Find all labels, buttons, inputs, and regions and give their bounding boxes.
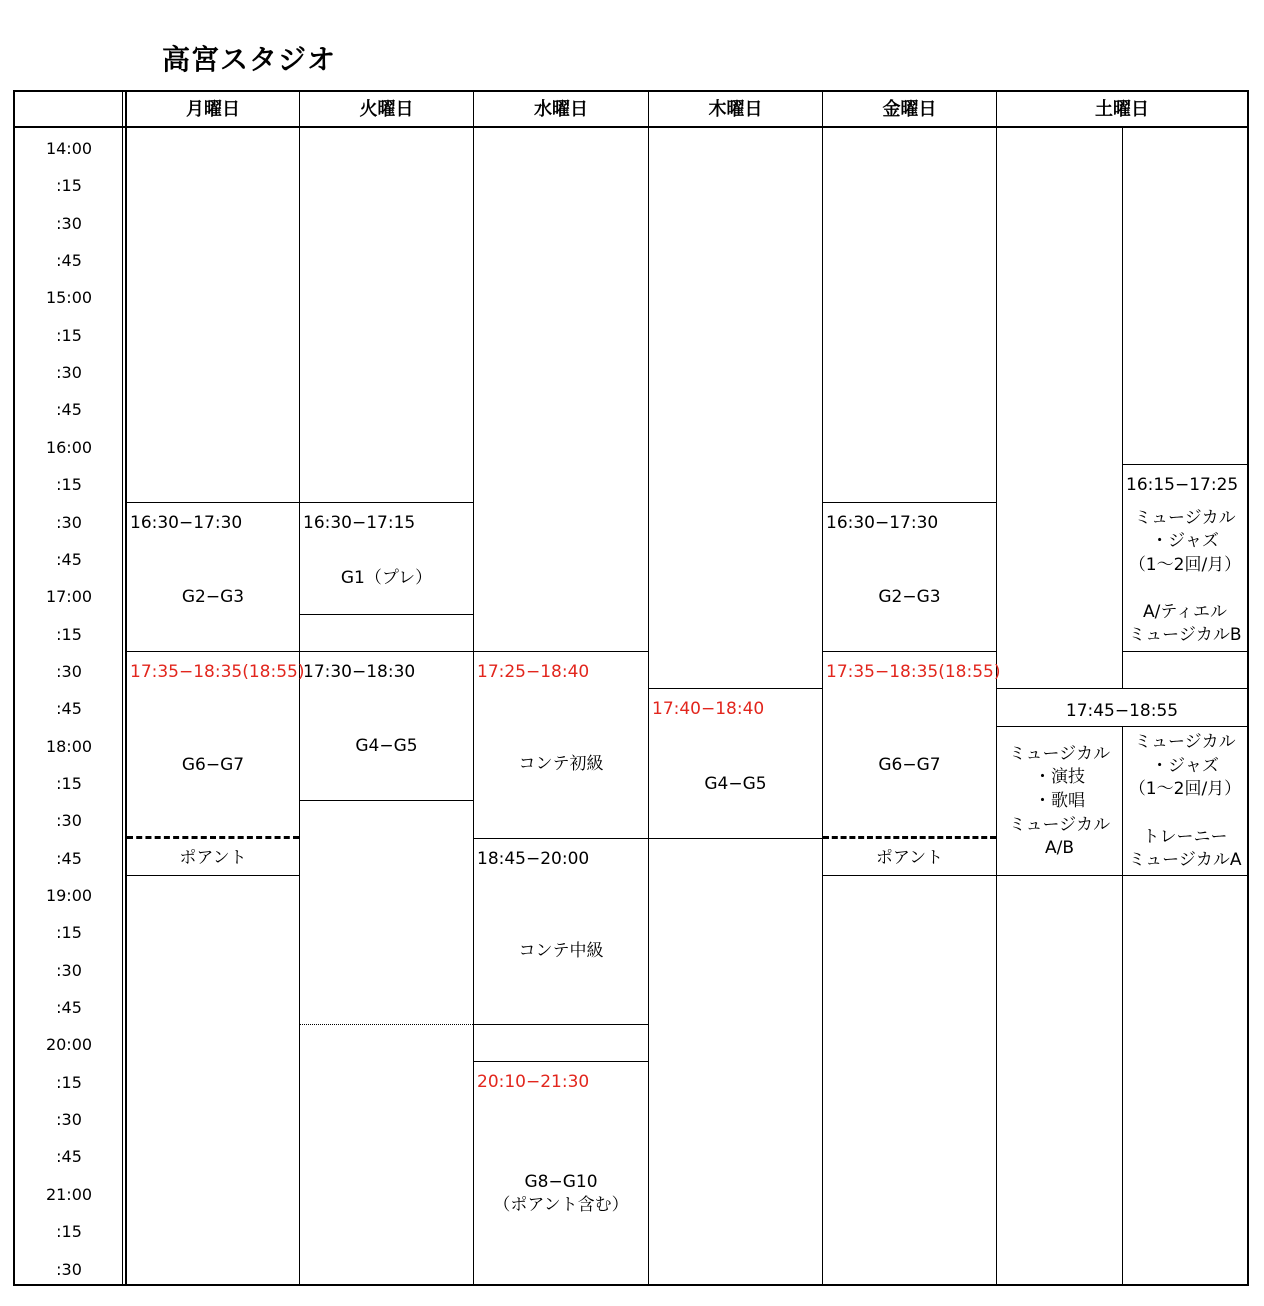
class-name: ・演技 (1034, 767, 1085, 787)
class-name: G2−G3 (181, 587, 245, 607)
class-time: 17:35−18:35(18:55) (130, 662, 305, 682)
class-block-mon-g6-g7 (127, 652, 305, 836)
class-block-tue-g1 (300, 503, 473, 614)
class-name: ミュージカル (1008, 744, 1111, 764)
time-label: 15:00 (45, 288, 93, 307)
time-label: 18:00 (45, 737, 93, 756)
class-block-mon-pointe (127, 840, 299, 875)
class-time-sat-shared (997, 689, 1247, 726)
time-label: :15 (56, 625, 82, 644)
class-level: A/ティエル (1143, 602, 1227, 622)
class-note: （1〜2回/月） (1128, 555, 1242, 575)
class-block-wed-contemporary-intermediate (474, 839, 648, 1024)
time-label: :15 (56, 1073, 82, 1092)
time-label: 20:00 (45, 1035, 93, 1054)
day-header-friday: 金曜日 (882, 99, 937, 120)
class-time: 16:30−17:30 (826, 513, 939, 533)
time-label: :15 (56, 176, 82, 195)
time-label: :30 (56, 1110, 82, 1129)
time-label: :15 (56, 774, 82, 793)
class-name: ミュージカル (1008, 815, 1111, 835)
time-label: :30 (56, 1260, 82, 1279)
time-label: :45 (56, 1147, 82, 1166)
class-level: トレーニー (1142, 827, 1228, 847)
day-header-wednesday: 水曜日 (534, 99, 588, 120)
time-label: :30 (56, 513, 82, 532)
time-label: :45 (56, 550, 82, 569)
class-note: （1〜2回/月） (1128, 779, 1242, 799)
time-label: :15 (56, 923, 82, 942)
class-block-mon-g2-g3 (127, 503, 299, 651)
time-label: :15 (56, 326, 82, 345)
class-time: 17:40−18:40 (652, 699, 765, 719)
day-header-tuesday: 火曜日 (359, 99, 414, 120)
class-name: G4−G5 (355, 736, 418, 756)
class-name: ・歌唱 (1034, 791, 1085, 811)
class-name: G8−G10 (524, 1172, 598, 1192)
time-label: :30 (56, 961, 82, 980)
class-name: G4−G5 (704, 774, 767, 794)
class-time: 16:15−17:25 (1126, 475, 1239, 495)
time-label: :45 (56, 849, 82, 868)
class-name: ・ジャズ (1151, 531, 1219, 551)
day-header-monday: 月曜日 (186, 99, 240, 120)
class-time: 17:25−18:40 (477, 662, 590, 682)
class-time: 17:35−18:35(18:55) (826, 662, 1001, 682)
class-name: コンテ中級 (518, 941, 604, 961)
time-label: :30 (56, 363, 82, 382)
time-label: :45 (56, 251, 82, 270)
class-time: 17:45−18:55 (1065, 701, 1179, 721)
class-block-wed-g8-g10 (474, 1062, 648, 1284)
time-label: :30 (56, 811, 82, 830)
time-label: 14:00 (45, 139, 93, 158)
time-label: :45 (56, 998, 82, 1017)
day-header-saturday: 土曜日 (1095, 99, 1149, 120)
time-label: 16:00 (45, 438, 93, 457)
class-time: 16:30−17:30 (130, 513, 243, 533)
class-block-tue-g4-g5 (300, 652, 473, 800)
class-block-fri-g6-g7 (823, 652, 1001, 836)
time-label: :30 (56, 214, 82, 233)
class-time: 16:30−17:15 (303, 513, 416, 533)
page-title: 高宮スタジオ (162, 43, 337, 76)
class-block-wed-contemporary-beginner (474, 652, 648, 838)
class-time: 20:10−21:30 (477, 1072, 590, 1092)
class-name: ・ジャズ (1151, 756, 1219, 776)
time-label: :30 (56, 662, 82, 681)
time-label: :15 (56, 1222, 82, 1241)
class-name: コンテ初級 (518, 754, 604, 774)
class-time: 17:30−18:30 (303, 662, 416, 682)
class-block-sat-musical-jazz-a (1123, 727, 1247, 875)
class-level: A/B (1044, 838, 1075, 858)
class-name: G2−G3 (878, 587, 941, 607)
time-label: 17:00 (45, 587, 93, 606)
class-level: ミュージカルB (1128, 625, 1242, 645)
class-name: ポアント (875, 848, 944, 868)
class-block-sat-musical-jazz-b (1123, 465, 1247, 651)
class-name: G6−G7 (878, 755, 941, 775)
class-block-sat-musical-acting (997, 727, 1122, 875)
time-label: :45 (56, 400, 82, 419)
class-block-fri-pointe (823, 840, 996, 875)
time-label: :45 (56, 699, 82, 718)
day-header-thursday: 木曜日 (708, 99, 763, 120)
class-level: ミュージカルA (1128, 850, 1242, 870)
class-note: （ポアント含む） (493, 1195, 629, 1215)
class-time: 18:45−20:00 (477, 849, 590, 869)
time-label: 21:00 (45, 1185, 93, 1204)
class-name: G1（プレ） (340, 568, 433, 588)
class-name: ミュージカル (1134, 508, 1236, 528)
class-name: ポアント (179, 848, 247, 868)
class-block-fri-g2-g3 (823, 503, 996, 651)
time-label: :15 (56, 475, 82, 494)
class-block-thu-g4-g5 (649, 689, 822, 838)
time-label: 19:00 (45, 886, 93, 905)
class-name: ミュージカル (1134, 732, 1236, 752)
class-name: G6−G7 (181, 755, 245, 775)
